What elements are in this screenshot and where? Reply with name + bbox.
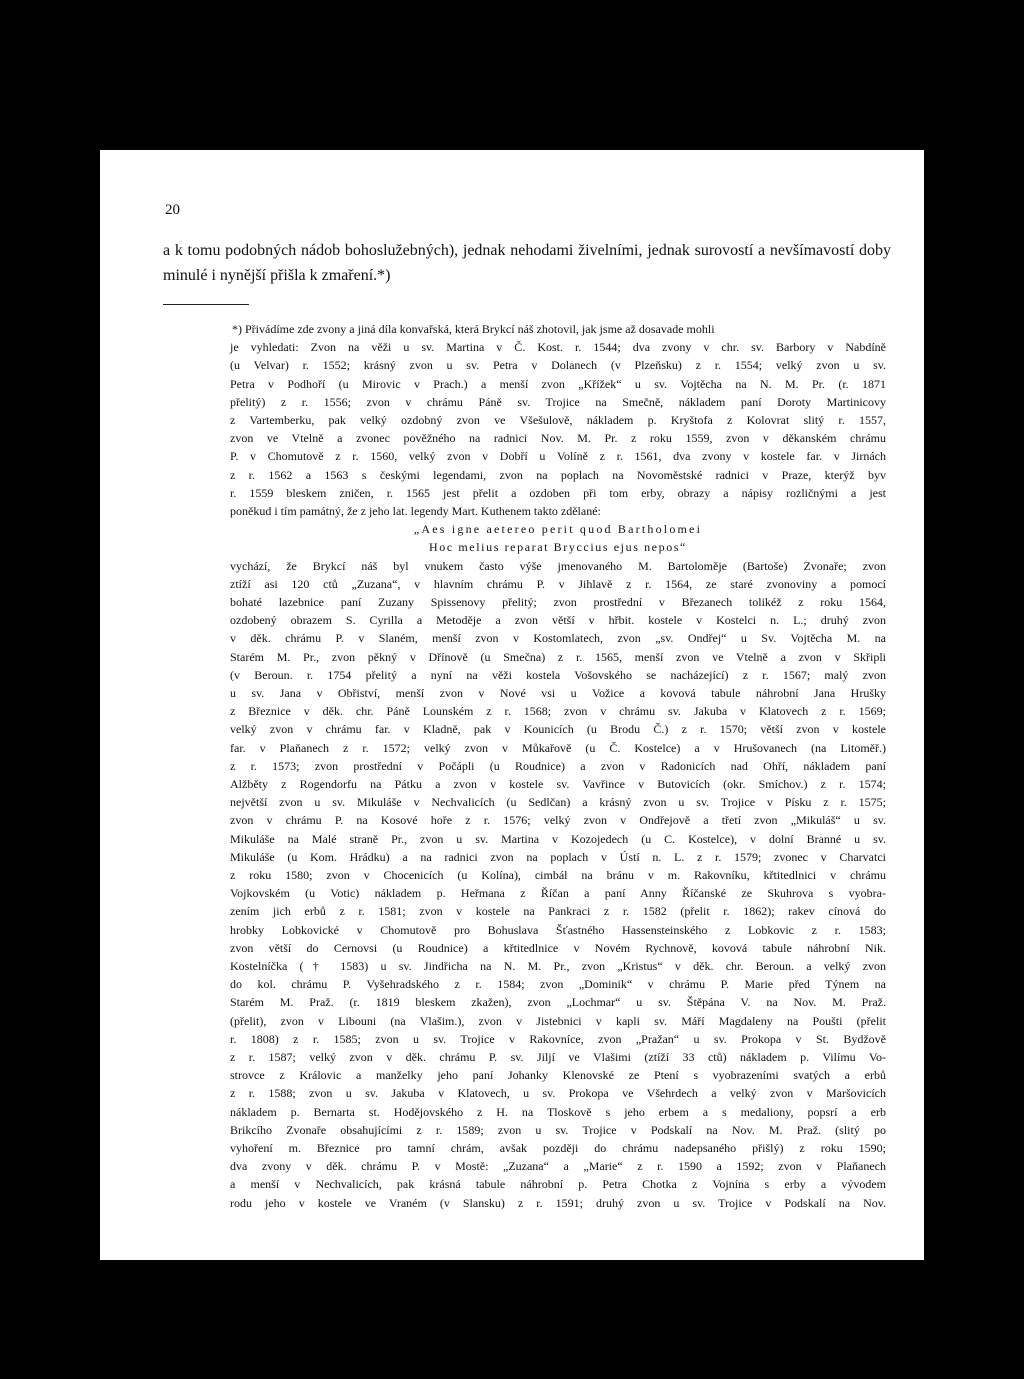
- footnote-line: zvon v chrámu P. na Kosové hoře z r. 1576; velký zvon v Ondřejově a třetí zvon „Mikuláš“ u sv.: [230, 813, 886, 827]
- latin-legend-line: „Aes igne aetereo perit quod Bartholomei: [413, 522, 703, 536]
- footnote-line: do kol. chrámu P. Vyšehradského z r. 1584; zvon „Dominik“ v chrámu P. Marie před Týnem na: [230, 977, 886, 991]
- footnote-line: bohaté lazebnice paní Zuzany Spissenovy přelitý; zvon prostřední v Březanech tolikéž z roku 1564,: [230, 595, 886, 609]
- footnote-line: Alžběty z Rogendorfu na Pátku a zvon v kostele sv. Vavřince v Butovicích (okr. Smíchov.) z r. 1574;: [230, 777, 886, 791]
- footnote-line: z r. 1588; zvon u sv. Jakuba v Klatovech, u sv. Prokopa ve Všehrdech a velký zvon v Maršovicích: [230, 1086, 886, 1100]
- footnote-line: strovce z Královic a manželky jeho paní Johanky Klenovské ze Ptení s vyobrazeními svatých a erbů: [230, 1068, 886, 1082]
- footnote-line: z Březnice v děk. chr. Páně Lounském z r. 1568; zvon v chrámu sv. Jakuba v Klatovech z r. 1569;: [230, 704, 886, 718]
- footnote-line: far. v Plaňanech z r. 1572; velký zvon v Můkařově (u Č. Kostelce) a v Hrušovanech (na Litoměř.): [230, 741, 886, 755]
- footnote-line: největší zvon u sv. Mikuláše v Nechvalicích (u Sedlčan) a krásný zvon u sv. Trojice v Písku z r. 1575;: [230, 795, 886, 809]
- footnote-line: v děk. chrámu P. v Slaném, menší zvon v Kostomlatech, zvon „sv. Ondřej“ u Sv. Vojtěcha M. na: [230, 631, 886, 645]
- footnote-line: hrobky Lobkovické v Chomutově pro Bohuslava Šťastného Hassensteinského z Lobkovic z r. 1583;: [230, 923, 886, 937]
- footnote-line: z Vartemberku, pak velký ozdobný zvon ve Všešulově, nákladem p. Kryštofa z Kolovrat slitý r. 1557,: [230, 413, 886, 427]
- footnote-line: Brikcího Zvonaře obsahujícími z r. 1589; zvon u sv. Trojice v Podskalí na Nov. M. Praž. (slitý po: [230, 1123, 886, 1137]
- footnote-line: (u Velvar) r. 1552; krásný zvon u sv. Petra v Dolanech (v Plzeňsku) z r. 1554; velký zvon u sv.: [230, 358, 886, 372]
- footnote-line: vyhoření m. Březnice pro tamní chrám, avšak později do chrámu nadepsaného přišlý) z roku 1590;: [230, 1141, 886, 1155]
- footnote-line: ozdobený obrazem S. Cyrilla a Metoděje a zvon větší v hřbit. kostele v Kostelci n. L.; druhý zvon: [230, 613, 886, 627]
- footnote-line: Starém M. Pr., zvon pěkný v Dřínově (u Smečna) z r. 1565, menší zvon ve Vtelně a zvon v Skřipli: [230, 650, 886, 664]
- footnote-line: Kostelníčka († 1583) u sv. Jindřicha na N. M. Pr., zvon „Kristus“ v děk. chr. Beroun. a velký zvon: [230, 959, 886, 973]
- footnote-line: *) Přivádíme zde zvony a jiná díla konvařská, která Brykcí náš zhotovil, jak jsme až dosavade mohli: [232, 322, 715, 336]
- footnote-line: poněkud i tím památný, že z jeho lat. legendy Mart. Kuthenem takto zdělané:: [230, 504, 601, 518]
- footnote-line: zvon ve Vtelně a zvonec pověžného na radnici Nov. M. Pr. z roku 1559, zvon v děkanském chrámu: [230, 431, 886, 445]
- footnote-line: nákladem p. Bernarta st. Hodějovského z H. na Tloskově s jeho erbem a s medaliony, popsrí a erb: [230, 1105, 886, 1119]
- footnote-line: je vyhledati: Zvon na věži u sv. Martina v Č. Kost. r. 1544; dva zvony v chr. sv. Barbory v Nabdíně: [230, 340, 886, 354]
- footnote-line: r. 1808) z r. 1585; zvon u sv. Trojice v Rakovníce, zvon „Pražan“ u sv. Prokopa v St. Bydžově: [230, 1032, 886, 1046]
- footnote-line: u sv. Jana v Obřiství, menší zvon v Nové vsi u Vožice a kovová tabule náhrobní Jana Hrušky: [230, 686, 886, 700]
- footnote-line: Mikuláše (u Kom. Hrádku) a na radnici zvon na poplach v Ústí n. L. z r. 1579; zvonec v Charvatci: [230, 850, 886, 864]
- footnote-line: zvon větší do Cernovsi (u Roudnice) a křtitedlnice v Novém Rychnově, kovová tabule náhrobní Nik.: [230, 941, 886, 955]
- footnote-line: vychází, že Brykcí náš byl vnukem často výše jmenovaného M. Bartoloměje (Bartoše) Zvonaře; zvon: [230, 559, 886, 573]
- footnote-line: r. 1559 bleskem zničen, r. 1565 jest přelit a ozdoben při tom erby, obrazy a nápisy rozličnými a jest: [230, 486, 886, 500]
- footnote-line: Petra v Podhoří (u Mirovic v Prach.) a menší zvon „Křížek“ u sv. Vojtěcha na N. M. Pr. (r. 1871: [230, 377, 886, 391]
- footnote-line: Vojkovském (u Votic) nákladem p. Heřmana z Říčan a paní Anny Říčanské ze Skuhrova s vyobra-: [230, 886, 886, 900]
- footnote-line: rodu jeho v kostele ve Vraném (v Slansku) z r. 1591; druhý zvon u sv. Trojice v Podskalí na Nov.: [230, 1196, 886, 1210]
- latin-legend-line: Hoc melius reparat Bryccius ejus nepos“: [428, 540, 687, 554]
- footnote-line: a menší v Nechvalicích, pak krásná tabule náhrobní p. Petra Chotka z Vojnína s erby a vývodem: [230, 1177, 886, 1191]
- footnote-line: dva zvony v děk. chrámu P. v Mostě: „Zuzana“ a „Marie“ z r. 1590 a 1592; zvon v Plaňanech: [230, 1159, 886, 1173]
- page-number: 20: [165, 202, 180, 218]
- footnote-line: přelitý) z r. 1556; zvon v chrámu Páně sv. Trojice na Smečně, nákladem paní Doroty Martinicovy: [230, 395, 886, 409]
- footnote-line: Starém M. Praž. (r. 1819 bleskem zkažen), zvon „Lochmar“ u sv. Štěpána V. na Nov. M. Praž.: [230, 995, 886, 1009]
- footnote-line: (přelit), zvon v Libouni (na Vlašim.), zvon v Jistebnici v kapli sv. Máří Magdaleny na Poušti (přelit: [230, 1014, 886, 1028]
- footnote-line: (v Beroun. r. 1754 přelitý a nyní na věži kostela Vošovského se nacházející) z r. 1567; malý zvon: [230, 668, 886, 682]
- footnote-line: ztíží asi 120 ctů „Zuzana“, v hlavním chrámu P. v Jihlavě z r. 1564, ze staré zvonoviny a pomocí: [230, 577, 886, 591]
- footnote-line: P. v Chomutově z r. 1560, velký zvon v Dobří u Volíně z r. 1561, dva zvony v kostele far. v Jirnách: [230, 449, 886, 463]
- footnote-line: z roku 1580; zvon v Chocenicích (u Kolína), cimbál na bránu v m. Rakovníku, křtitedlnici v chrámu: [230, 868, 886, 882]
- footnote-separator: [163, 304, 249, 305]
- footnote-line: z r. 1573; zvon prostřední v Počápli (u Roudnice) a zvon v Radonicích nad Ohří, nákladem paní: [230, 759, 886, 773]
- footnote-line: zením jich erbů z r. 1581; zvon v kostele na Pankraci z r. 1582 (přelit r. 1862); rakev cínová do: [230, 904, 886, 918]
- main-paragraph: a k tomu podobných nádob bohoslužebných), jednak nehodami živelními, jednak surovostí a nevšímavostí doby minulé i nynější přišla k zmaření.*): [163, 242, 891, 284]
- footnote-line: z r. 1587; velký zvon v děk. chrámu P. sv. Jiljí ve Vlašimi (ztíží 33 ctů) nákladem p. Vilímu Vo-: [230, 1050, 886, 1064]
- footnote-line: velký zvon v chrámu far. v Kladně, pak v Kounicích (u Brodu Č.) z r. 1570; větší zvon v kostele: [230, 722, 886, 736]
- footnote-line: Mikuláše na Malé straně Pr., zvon u sv. Martina v Kozojedech (u C. Kostelce), v dolní Branné u sv.: [230, 832, 886, 846]
- footnote-line: z r. 1562 a 1563 s českými legendami, zvon na poplach na Novoměstské radnici v Praze, kterýž byv: [230, 468, 886, 482]
